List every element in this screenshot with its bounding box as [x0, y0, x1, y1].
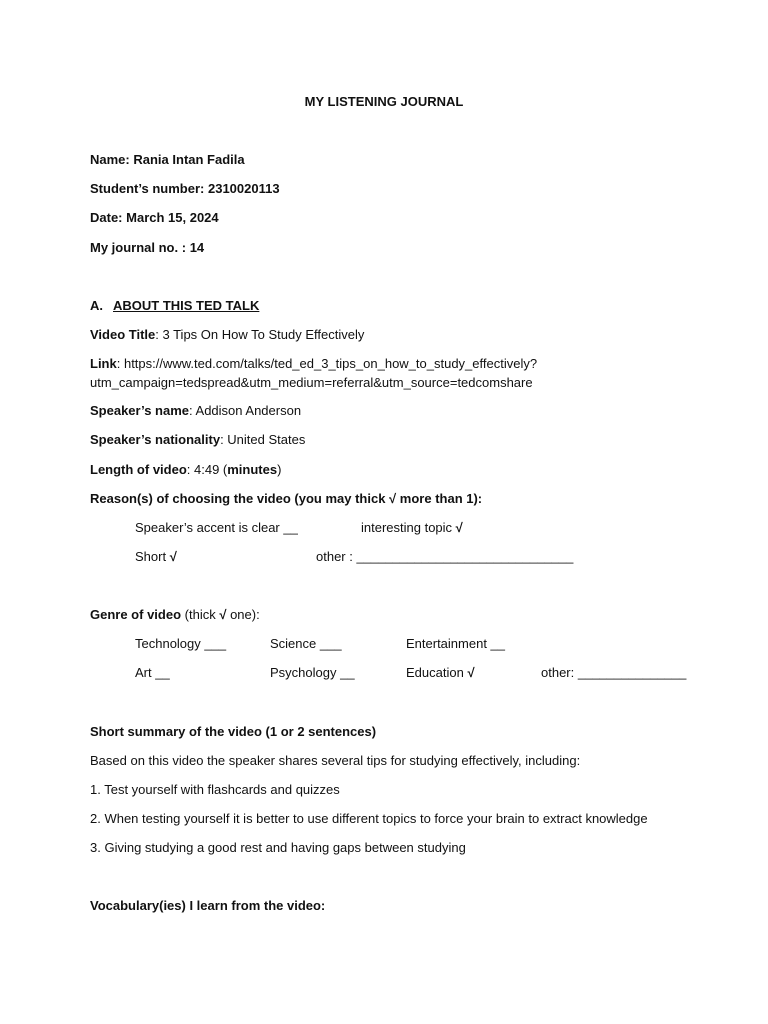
speaker-nationality-row: [90, 432, 305, 448]
name-value: Rania Intan Fadila: [133, 152, 245, 167]
link-value-line2: utm_campaign=tedspread&utm_medium=referral&utm_source=tedcomshare: [90, 375, 533, 390]
link-value-line1: : https://www.ted.com/talks/ted_ed_3_tips_on_how_to_study_effectively?: [116, 356, 538, 371]
genre-psychology: Psychology __: [270, 665, 355, 680]
section-a-heading: ABOUT THIS TED TALK: [113, 298, 260, 313]
student-number-label: Student’s number:: [90, 181, 205, 196]
genre-education: [406, 665, 475, 681]
date-row: [90, 210, 219, 226]
genre-education-label: Education: [406, 665, 468, 680]
section-a-heading-row: [90, 298, 259, 314]
journal-no-label: My journal no. :: [90, 240, 187, 255]
reason-accent: Speaker’s accent is clear __: [135, 520, 298, 535]
length-label: Length of video: [90, 462, 187, 477]
section-a-marker: A.: [90, 298, 103, 313]
summary-intro: Based on this video the speaker shares several tips for studying effectively, including:: [90, 753, 581, 768]
name-row: [90, 152, 245, 168]
genre-label-suffix-1: (thick: [181, 607, 220, 622]
journal-no-row: [90, 240, 204, 256]
reason-short-label: Short: [135, 549, 170, 564]
length-row: [90, 462, 281, 478]
video-title-label: Video Title: [90, 327, 156, 342]
length-close: ): [277, 462, 282, 477]
name-label: Name:: [90, 152, 130, 167]
genre-science: Science ___: [270, 636, 342, 651]
summary-point-2: 2. When testing yourself it is better to use different topics to force your brain to extract knowledge: [90, 811, 648, 826]
speaker-name-value: : Addison Anderson: [189, 403, 302, 418]
reasons-label-row: [90, 491, 482, 507]
reasons-label: Reason(s) of choosing the video (you may thick: [90, 491, 390, 506]
reason-other: other : ______________________________: [316, 549, 574, 564]
link-row: [90, 356, 537, 372]
summary-heading: Short summary of the video (1 or 2 sentences): [90, 724, 377, 739]
date-value: March 15, 2024: [126, 210, 219, 225]
genre-other: other: _______________: [541, 665, 687, 680]
speaker-nationality-label: Speaker’s nationality: [90, 432, 221, 447]
genre-art: Art __: [135, 665, 170, 680]
genre-entertainment: Entertainment __: [406, 636, 506, 651]
check-icon: √: [389, 491, 397, 506]
date-label: Date:: [90, 210, 123, 225]
check-icon: √: [467, 665, 475, 680]
student-number-value: 2310020113: [207, 181, 280, 196]
video-title-row: [90, 327, 364, 343]
reason-interesting-topic: [361, 520, 463, 536]
summary-point-1: 1. Test yourself with flashcards and quizzes: [90, 782, 340, 797]
check-icon: √: [169, 549, 177, 564]
genre-label-suffix-2: one):: [226, 607, 260, 622]
length-value: : 4:49 (: [186, 462, 228, 477]
genre-technology: Technology ___: [135, 636, 227, 651]
check-icon: √: [219, 607, 227, 622]
reason-interesting-topic-label: interesting topic: [361, 520, 456, 535]
speaker-nationality-value: : United States: [220, 432, 306, 447]
video-title-value: : 3 Tips On How To Study Effectively: [155, 327, 365, 342]
reasons-label-end: more than 1):: [396, 491, 483, 506]
check-icon: √: [455, 520, 463, 535]
student-number-row: [90, 181, 280, 197]
summary-point-3: 3. Giving studying a good rest and having gaps between studying: [90, 840, 466, 855]
speaker-name-label: Speaker’s name: [90, 403, 190, 418]
link-label: Link: [90, 356, 117, 371]
genre-label-row: [90, 607, 260, 623]
speaker-name-row: [90, 403, 301, 419]
length-unit: minutes: [227, 462, 278, 477]
reason-short: [135, 549, 177, 565]
vocabulary-heading: Vocabulary(ies) I learn from the video:: [90, 898, 326, 913]
journal-no-value: 14: [189, 240, 205, 255]
genre-label: Genre of video: [90, 607, 182, 622]
page-title: MY LISTENING JOURNAL: [304, 94, 464, 109]
